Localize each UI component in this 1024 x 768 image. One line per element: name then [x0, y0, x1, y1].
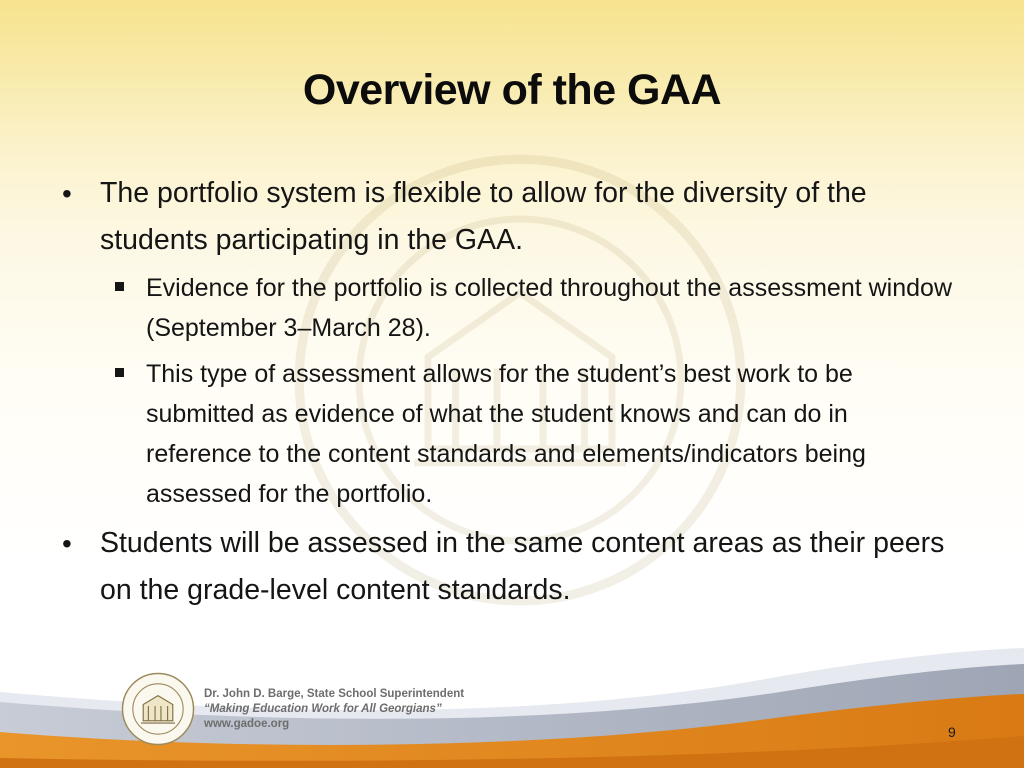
sub-bullet-item	[146, 268, 960, 348]
bullet-text: The portfolio system is flexible to allow for the diversity of the students participating in the GAA.	[100, 177, 867, 256]
slide-body	[60, 170, 960, 618]
page-number: 9	[948, 724, 956, 740]
footer-credits	[204, 687, 464, 732]
website-link[interactable]: www.gadoe.org	[204, 718, 290, 730]
bullet-marker: •	[62, 178, 72, 209]
square-bullet-icon	[115, 368, 124, 377]
bullet-marker: •	[62, 528, 72, 559]
sub-bullet-text: Evidence for the portfolio is collected throughout the assessment window (September 3–March 28).	[146, 274, 953, 342]
square-bullet-icon	[115, 282, 124, 291]
superintendent-line: Dr. John D. Barge, State School Superintendent	[204, 688, 465, 700]
sub-bullet-text: This type of assessment allows for the student’s best work to be submitted as evidence of what the student knows and can do in reference to the content standards and elements/indicators being assessed for the portfolio.	[146, 360, 866, 508]
bullet-text: Students will be assessed in the same content areas as their peers on the grade-level content standards.	[100, 527, 945, 606]
tagline: “Making Education Work for All Georgians”	[204, 703, 442, 715]
sub-bullet-item	[146, 354, 960, 514]
bullet-item	[60, 520, 960, 614]
slide-title: Overview of the GAA	[302, 66, 722, 114]
doe-seal-icon	[121, 672, 195, 746]
bullet-item	[60, 170, 960, 264]
